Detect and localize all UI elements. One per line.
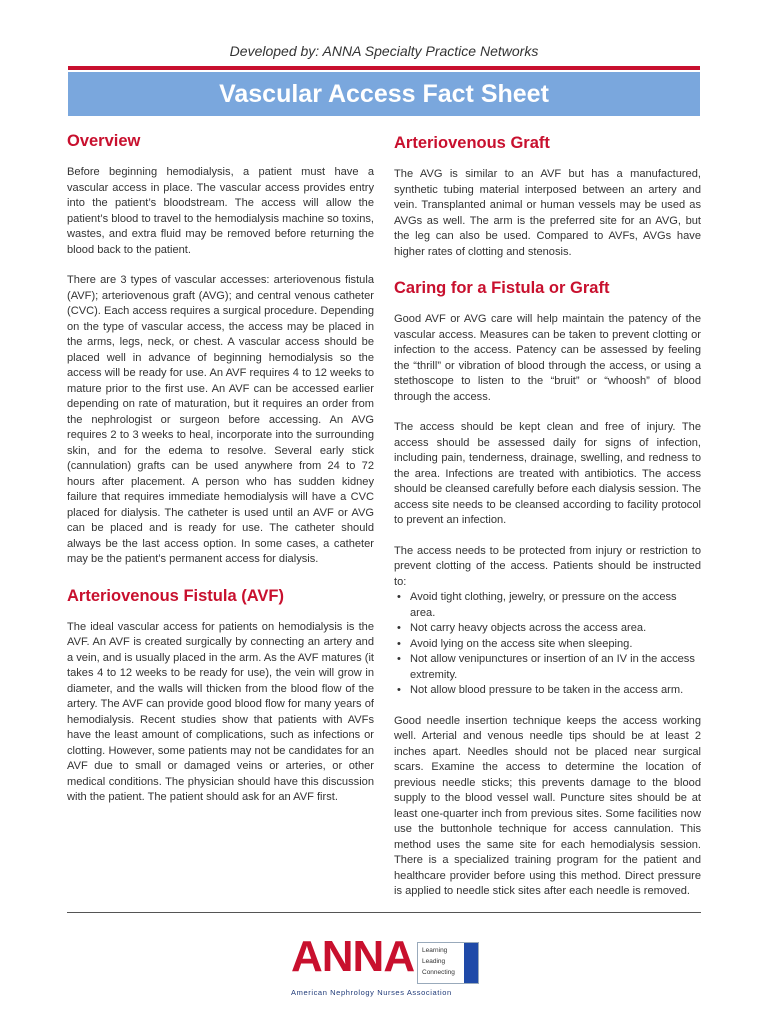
header-red-rule [68, 66, 700, 70]
logo-tagline-connecting: Connecting [422, 969, 455, 976]
list-item-text: Not allow blood pressure to be taken in the access arm. [410, 684, 684, 696]
logo-blue-bar [464, 943, 478, 983]
bullet-icon: • [397, 591, 401, 603]
logo-wordmark: ANNA [291, 932, 415, 981]
avf-paragraph-1: The ideal vascular access for patients on hemodialysis is the AVF. An AVF is created surgically by connecting an artery and a vein, and is usually placed in the arm. As the AVF matures (it takes 4 to 12 weeks to be ready for use), the vein will grow in diameter, and the walls will thicken from the blood flow of the artery. The AVF can provide good blood flow for many years of hemodialysis. Recent studies show that patients with AVFs have the least amount of complications, such as infections or clotting. However, some patients may not be candidates for an AVF due to small or damaged veins or arteries, or other medical conditions. The physician should have this discussion with the patient. The patient should ask for an AVF first. [67, 620, 374, 803]
avg-heading: Arteriovenous Graft [394, 134, 550, 152]
title-banner [68, 72, 700, 116]
logo-tagline-box [417, 942, 479, 984]
logo-tagline-leading: Leading [422, 958, 446, 965]
list-item-text: Avoid tight clothing, jewelry, or pressure on the access area. [410, 591, 677, 619]
caring-paragraph-3: The access needs to be protected from injury or restriction to prevent clotting of the access. Patients should be instructed to: [394, 544, 701, 588]
right-column [394, 132, 701, 900]
list-item-text: Not carry heavy objects across the access area. [410, 622, 647, 634]
list-item-text: Avoid lying on the access site when sleeping. [410, 637, 633, 650]
list-item [394, 590, 701, 621]
avg-paragraph-1: The AVG is similar to an AVF but has a manufactured, synthetic tubing material interposed between an artery and vein. Transplanted animal or human vessels may be used as AVGs as well. The arm is the preferred site for an AVG, but the leg can also be used. Compared to AVFs, AVGs have higher rates of clotting and stenosis. [394, 168, 701, 258]
list-item [394, 683, 701, 699]
bullet-icon: • [397, 622, 401, 634]
bullet-icon: • [397, 684, 401, 696]
overview-paragraph-1: Before beginning hemodialysis, a patient must have a vascular access in place. The vascular access provides entry into the patient’s bloodstream. The access will allow the patient’s blood to travel to the hemodialysis machine so toxins, wastes, and extra fluid may be removed before returning the blood back to the patient. [67, 166, 374, 256]
avf-heading: Arteriovenous Fistula (AVF) [67, 586, 284, 605]
page-title: Vascular Access Fact Sheet [219, 80, 549, 108]
bullet-icon: • [397, 637, 401, 650]
left-column [67, 130, 374, 806]
anna-logo [291, 932, 481, 998]
bullet-icon: • [397, 653, 401, 665]
logo-tagline-learning: Learning [422, 947, 448, 954]
list-item-text: Not allow venipunctures or insertion of an IV in the access extremity. [410, 653, 695, 681]
logo-caption: American Nephrology Nurses Association [291, 988, 452, 997]
overview-paragraph-2: There are 3 types of vascular accesses: arteriovenous fistula (AVF); arteriovenous graft (AVG); and central venous catheter (CVC). Each access requires a surgical procedure. Depending on the type of vascular access, the access may be placed in the arms, legs, neck, or chest. A vascular access should be placed well in advance of beginning hemodialysis so the access will be ready for use. An AVF requires 4 to 12 weeks to mature prior to the first use. An AVF can be accessed earlier depending on rate of maturation, but it requires an order from the nephrologist or surgeon before accessing. An AVG requires 2 to 3 weeks to heal, incorporate into the surrounding skin, and for the edema to resolve. Several early stick (cannulation) grafts can be used anywhere from 24 to 72 hours after placement. A person who has sudden kidney failure that requires immediate hemodialysis will have a CVC placed for dialysis. The catheter is used until an AVF or AVG can be placed and is ready for use. The catheter should always be the last access option. In some cases, a catheter may be the patient’s permanent access for dialysis. [67, 274, 374, 565]
list-item [394, 621, 701, 637]
caring-heading: Caring for a Fistula or Graft [394, 279, 610, 297]
caring-paragraph-4: Good needle insertion technique keeps the access working well. Arterial and venous needle tips should be at least 2 inches apart. Needles should not be placed near surgical scars. Examine the access to determine the location of previous needle sticks; this prevents damage to the blood supply to the blood vessel wall. Puncture sites should be at least one-quarter inch from previous sites. Some facilities now use the buttonhole technique for access cannulation. This method uses the same site for each hemodialysis session. There is a specialized training program for the patient and healthcare provider before using this method. Direct pressure is applied to needle stick sites after each needle is removed. [394, 714, 701, 897]
caring-paragraph-2: The access should be kept clean and free of injury. The access should be assessed daily for signs of infection, including pain, tenderness, drainage, swelling, and redness to the area. Infections are treated with antibiotics. The access should be cleansed carefully before each dialysis session. The access site needs to be cleansed according to facility protocol to prevent an infection. [394, 421, 701, 526]
care-instructions-list [394, 590, 701, 699]
footer-divider [67, 912, 701, 913]
list-item [394, 637, 701, 653]
overview-heading: Overview [67, 132, 141, 150]
caring-paragraph-1: Good AVF or AVG care will help maintain the patency of the vascular access. Measures can be taken to prevent clotting or infection to the access. Patency can be assessed by feeling the “thrill” or vibration of blood through the access, or using a stethoscope to listen to the “bruit” or “whoosh” of blood through the access. [394, 313, 701, 403]
developed-by-line: Developed by: ANNA Specialty Practice Networks [229, 43, 539, 59]
list-item [394, 652, 701, 683]
